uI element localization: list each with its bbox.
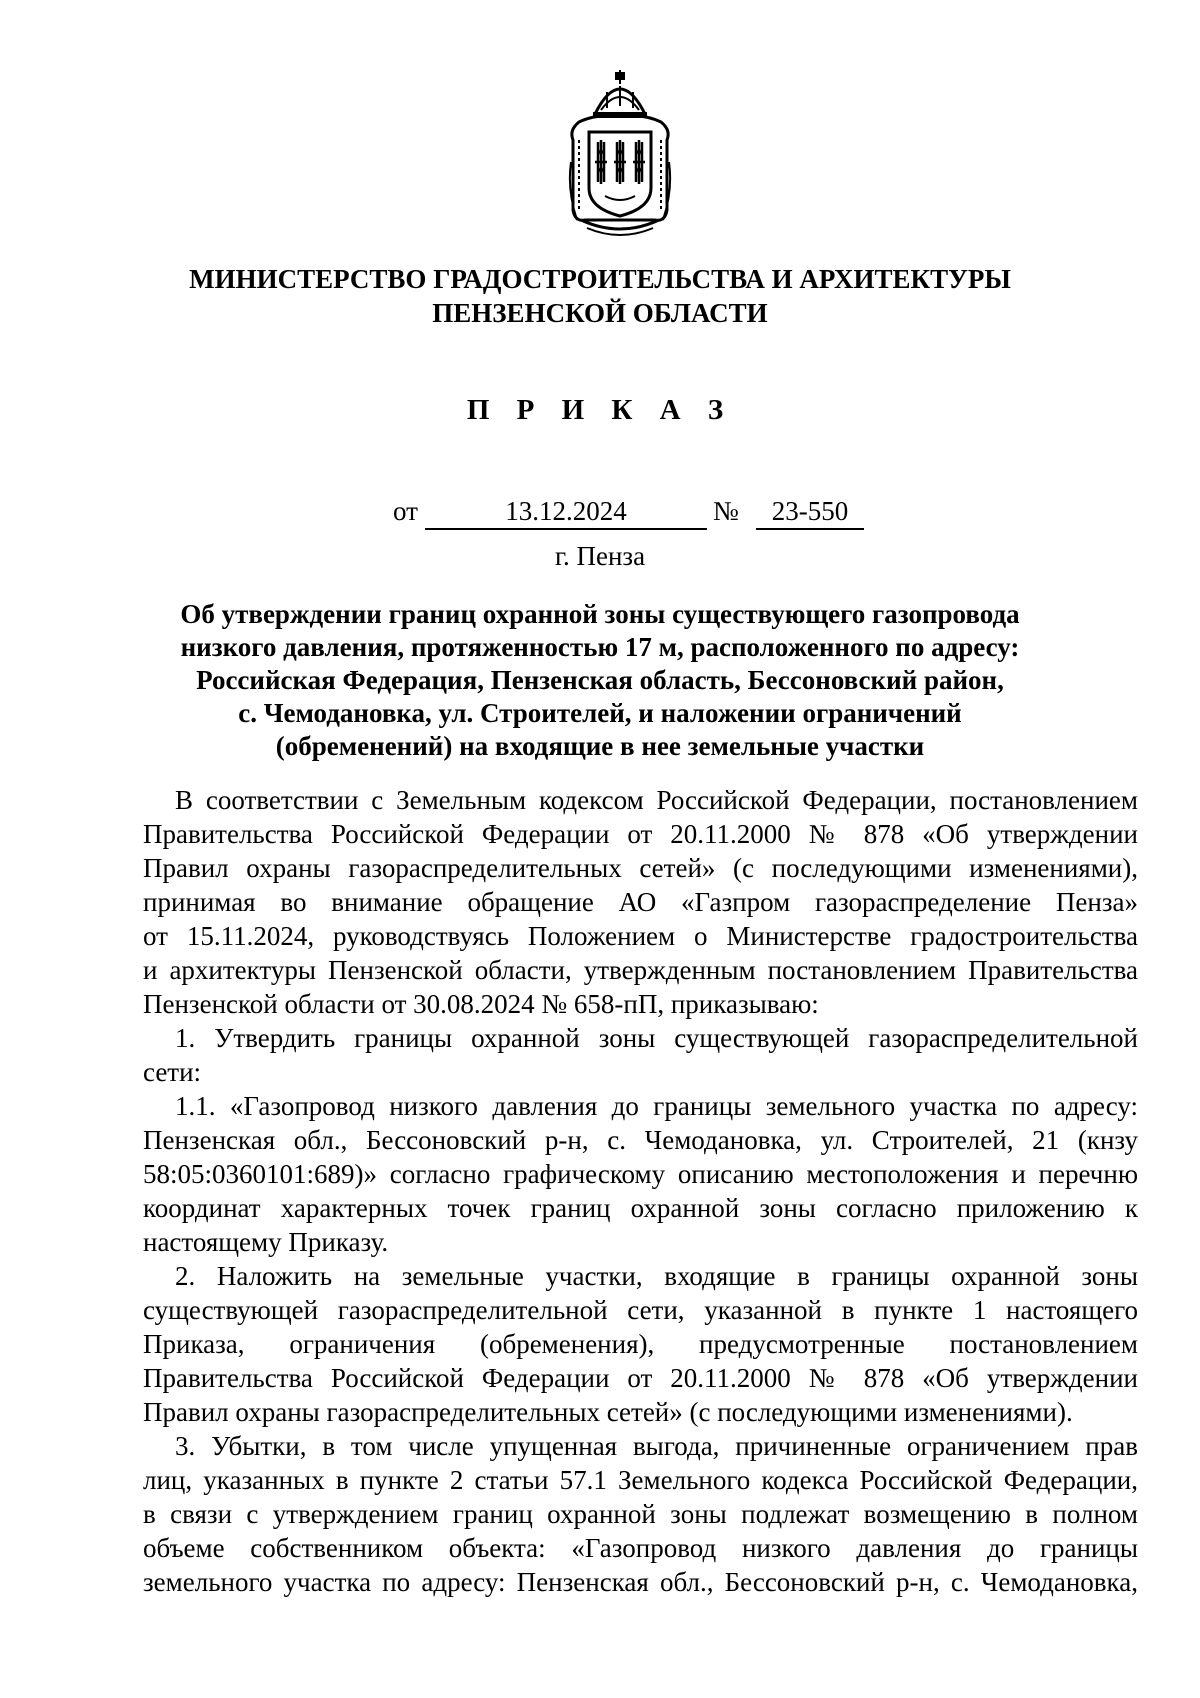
body-line: лиц, указанных в пункте 2 статьи 57.1 Земельного кодекса Российской Федерации, [143,1465,1138,1495]
date-prefix: от [393,496,418,526]
document-body [143,783,1138,1599]
body-line: принимая во внимание обращение АО «Газпром газораспределение Пенза» [143,887,1138,917]
subject-line: (обременений) на входящие в нее земельные участки [275,731,925,761]
paragraph-item-3 [143,1429,1138,1599]
body-line: существующей газораспределительной сети, указанной в пункте 1 настоящего [143,1295,1138,1325]
body-line: Пензенская обл., Бессоновский р-н, с. Чемодановка, ул. Строителей, 21 (кнзу [143,1125,1138,1155]
body-line: Пензенской области от 30.08.2024 № 658-пП, приказываю: [143,989,819,1019]
body-line: Правил охраны газораспределительных сетей» (с последующими изменениями), [143,853,1138,883]
subject-line: низкого давления, протяженностью 17 м, расположенного по адресу: [180,632,1020,662]
body-line: от 15.11.2024, руководствуясь Положением о Министерстве градостроительства [143,921,1138,951]
order-date: 13.12.2024 [425,496,707,530]
body-line: Правительства Российской Федерации от 20.11.2000 № 878 «Об утверждении [143,819,1138,849]
body-line: настоящему Приказу. [143,1227,389,1257]
body-line: и архитектуры Пензенской области, утвержденным постановлением Правительства [143,955,1138,985]
body-line: В соответствии с Земельным кодексом Российской Федерации, постановлением [175,785,1138,815]
body-line: объеме собственником объекта: «Газопровод низкого давления до границы [143,1533,1138,1563]
body-line: 1.1. «Газопровод низкого давления до границы земельного участка по адресу: [175,1091,1138,1121]
body-line: в связи с утверждением границ охранной зоны подлежат возмещению в полном [143,1499,1138,1529]
number-prefix: № [713,496,739,526]
document-type-title: П Р И К А З [466,394,734,426]
body-line: 58:05:0360101:689)» согласно графическому описанию местоположения и перечню [143,1159,1138,1189]
body-line: Приказа, ограничения (обременения), предусмотренные постановлением [143,1329,1138,1359]
coat-of-arms-emblem [565,70,675,238]
subject-line: с. Чемодановка, ул. Строителей, и наложении ограничений [238,698,962,728]
body-line: 3. Убытки, в том числе упущенная выгода, причиненные ограничением прав [175,1431,1138,1461]
body-line: координат характерных точек границ охранной зоны согласно приложению к [143,1193,1138,1223]
subject-line: Российская Федерация, Пензенская область, Бессоновский район, [196,665,1004,695]
paragraph-item-1 [143,1021,1138,1089]
ministry-name-line2: ПЕНЗЕНСКОЙ ОБЛАСТИ [432,298,768,328]
body-line: земельного участка по адресу: Пензенская обл., Бессоновский р-н, с. Чемодановка, [143,1567,1138,1597]
body-line: сети: [143,1057,202,1087]
order-subject [160,598,1040,763]
order-number: 23-550 [756,496,864,530]
paragraph-item-2 [143,1259,1138,1429]
ministry-name-line1: МИНИСТЕРСТВО ГРАДОСТРОИТЕЛЬСТВА И АРХИТЕКТУРЫ [189,264,1011,294]
subject-line: Об утверждении границ охранной зоны существующего газопровода [180,599,1020,629]
city-name: г. Пенза [554,541,646,571]
paragraph-item-1-1 [143,1089,1138,1259]
body-line: Правил охраны газораспределительных сетей» (с последующими изменениями). [143,1397,1073,1427]
body-line: 2. Наложить на земельные участки, входящие в границы охранной зоны [175,1261,1138,1291]
paragraph-preamble [143,783,1138,1021]
body-line: Правительства Российской Федерации от 20.11.2000 № 878 «Об утверждении [143,1363,1138,1393]
body-line: 1. Утвердить границы охранной зоны существующей газораспределительной [175,1023,1138,1053]
